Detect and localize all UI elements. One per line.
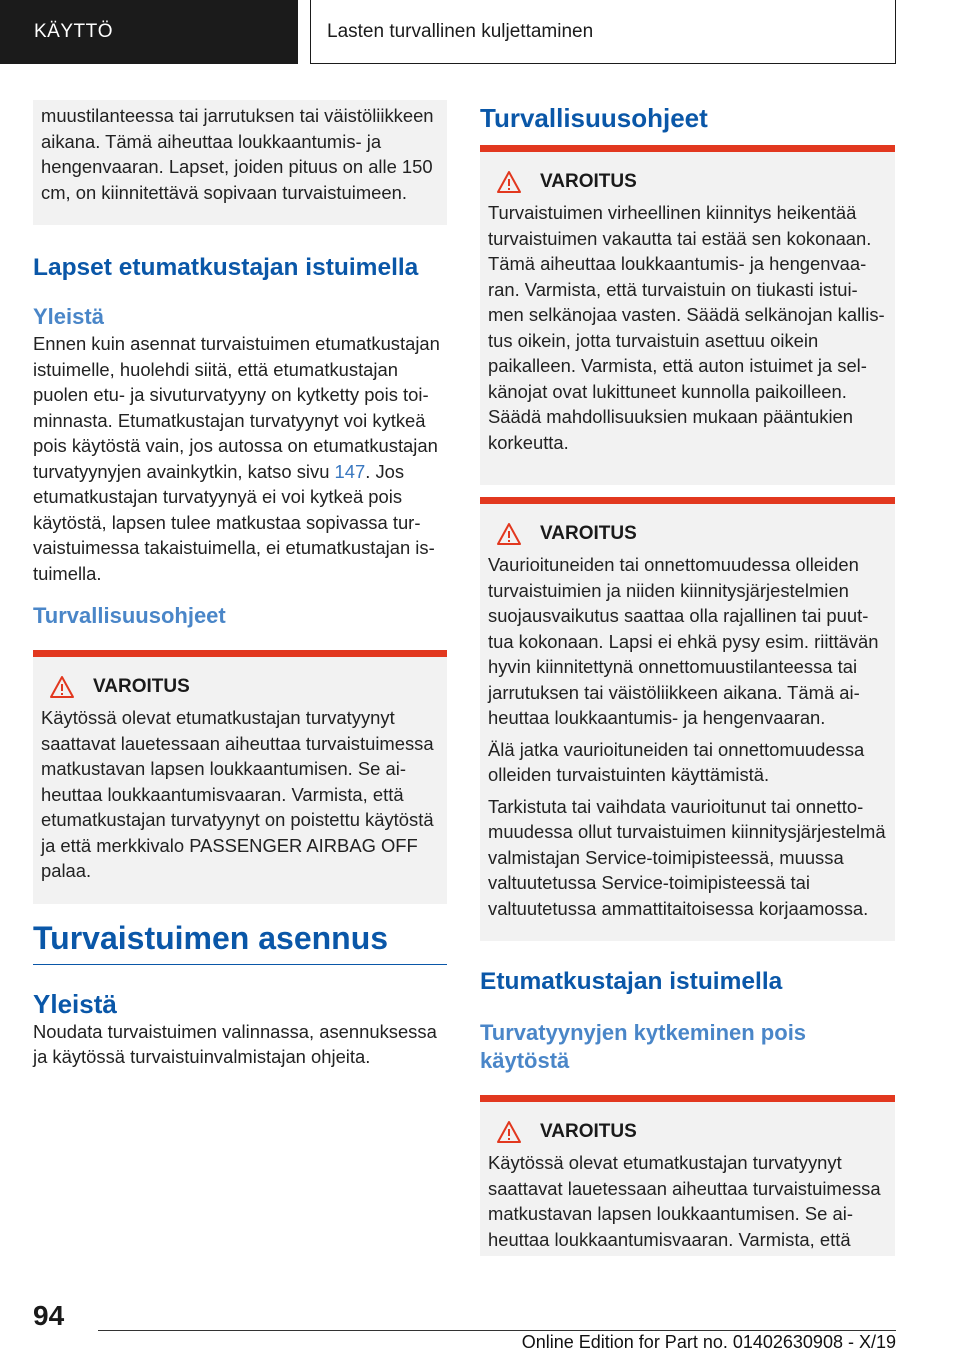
warning-label: VAROITUS: [93, 676, 190, 697]
warning-text-1: Turvaistuimen virheellinen kiinnitys heikentää turvaistuimen vakautta tai estää sen kokonaan. Tämä aiheuttaa loukkaantumis- ja hengenvaaran. Varmista, että turvaistuin on tiukasti istuimen selkänojaa vasten. Säädä selkänojan kallistus oikein, jotta turvaistuin asettuu oikein paikalleen. Varmista, että auton istuimet ja selkänojat ovat lukittuneet kunnolla paikoilleen. Säädä mahdollisuuksien mukaan pääntukien korkeutta.: [488, 202, 885, 453]
warning-box: [33, 650, 447, 904]
section-tab: [0, 0, 298, 64]
subheading-airbag-off: Turvatyynyjen kytkeminen pois käytöstä: [480, 1020, 807, 1073]
warning-title-3: [488, 1120, 887, 1144]
heading-front-seat-right: Etumatkustajan istuimella: [480, 968, 783, 995]
install-heading-block: [33, 918, 447, 965]
warning-label-2: VAROITUS: [540, 523, 637, 544]
warning-box-3: [480, 1095, 895, 1256]
subheading-general-2: Yleistä: [33, 988, 117, 1019]
warning-text-3: Käytössä olevat etumatkustajan turvatyynyt saattavat lauetessaan aiheuttaa turvaistuimessa matkustavan lapsen loukkaantumisen. Se aiheuttaa loukkaantumisvaaran. Varmista, että: [488, 1152, 881, 1250]
general-text-end: . Jos etumatkustajan turvatyynyä ei voi kytkeä pois käytöstä, lapsen tulee matkustaa sopivassa turvaistuimessa takaistuimella, ei etumatkustajan istuimella.: [33, 460, 435, 584]
install-general-text: Noudata turvaistuimen valinnassa, asennuksessa ja käytössä turvaistuinvalmistajan ohjeita.: [33, 1020, 437, 1067]
general-paragraph: [33, 331, 447, 586]
warning-title-2: [488, 522, 887, 546]
continued-warning-text: muustilanteessa tai jarrutuksen tai väistöliikkeen aikana. Tämä aiheuttaa loukkaantumis- ja hengenvaaran. Lapset, joiden pituus on alle 150 cm, on kiinnitettävä sopivaan turvaistuimeen.: [41, 105, 434, 203]
chapter-header: [310, 0, 896, 64]
warning-text: Käytössä olevat etumatkustajan turvatyynyt saattavat lauetessaan aiheuttaa turvaistuimessa matkustavan lapsen loukkaantumisen. Se aiheuttaa loukkaantumisvaaran. Varmista, että etumatkustajan turvatyynyt on poistettu käytöstä ja että merkkivalo PASSENGER AIRBAG OFF palaa.: [41, 707, 434, 881]
warning-triangle-icon: [49, 675, 75, 699]
subheading-safety: Turvallisuusohjeet: [33, 603, 226, 628]
warning-box-2: [480, 497, 895, 941]
warning-triangle-icon: [496, 170, 522, 194]
left-column: [33, 100, 447, 1070]
warning-text-2a: Vaurioituneiden tai onnettomuudessa olleiden turvaistuimien ja niiden kiinnitysjärjestelmien suojausvaikutus saattaa olla rajallinen tai puuttua kokonaan. Lapsi ei ehkä pysy esim. riittävän hyvin kiinnitettynä onnettomuustilanteessa tai jarrutuksen tai väistöliikkeen aikana. Tämä aiheuttaa loukkaantumis- ja hengenvaaran.: [488, 554, 879, 728]
warning-label-3: VAROITUS: [540, 1121, 637, 1142]
heading-install: Turvaistuimen asennus: [33, 919, 389, 956]
warning-title: [41, 675, 439, 699]
warning-text-2b: Älä jatka vaurioituneiden tai onnettomuudessa olleiden turvaistuinten käyttämistä.: [488, 738, 865, 785]
page-link[interactable]: 147: [334, 460, 366, 482]
general-text-start: Ennen kuin asennat turvaistuimen etumatkustajan istuimelle, huolehdi siitä, että etumatkustajan puolen etu- ja sivuturvatyyny on kytketty pois toiminnasta. Etumatkustajan turvatyynyt voi kytkeä pois käytöstä vain, jos autossa on etumatkustajan turvatyynyjen avainkytkin, katso sivu: [33, 333, 440, 482]
heading-front-seat: Lapset etumatkustajan istuimella: [33, 254, 419, 281]
warning-triangle-icon: [496, 1120, 522, 1144]
warning-label-1: VAROITUS: [540, 171, 637, 192]
heading-safety: Turvallisuusohjeet: [480, 103, 708, 133]
footer-divider: [98, 1330, 896, 1331]
chapter-title: Lasten turvallinen kuljettaminen: [327, 20, 594, 42]
section-label: KÄYTTÖ: [34, 21, 114, 42]
warning-title-1: [488, 170, 887, 194]
warning-box-1: [480, 145, 895, 485]
footer-edition: Online Edition for Part no. 01402630908 - X/19: [521, 1332, 896, 1352]
page-number: 94: [33, 1300, 65, 1331]
right-column: [480, 100, 895, 1256]
subheading-general: Yleistä: [33, 304, 104, 329]
continued-warning-box: [33, 100, 447, 225]
warning-text-2c: Tarkistuta tai vaihdata vaurioitunut tai onnettomuudessa ollut turvaistuimen kiinnitysjärjestelmä valmistajan Service-toimipisteessä, muussa valtuutetussa Service-toimipisteessä tai valtuutetussa ammattitaitoisessa korjaamossa.: [488, 795, 886, 919]
warning-triangle-icon: [496, 522, 522, 546]
